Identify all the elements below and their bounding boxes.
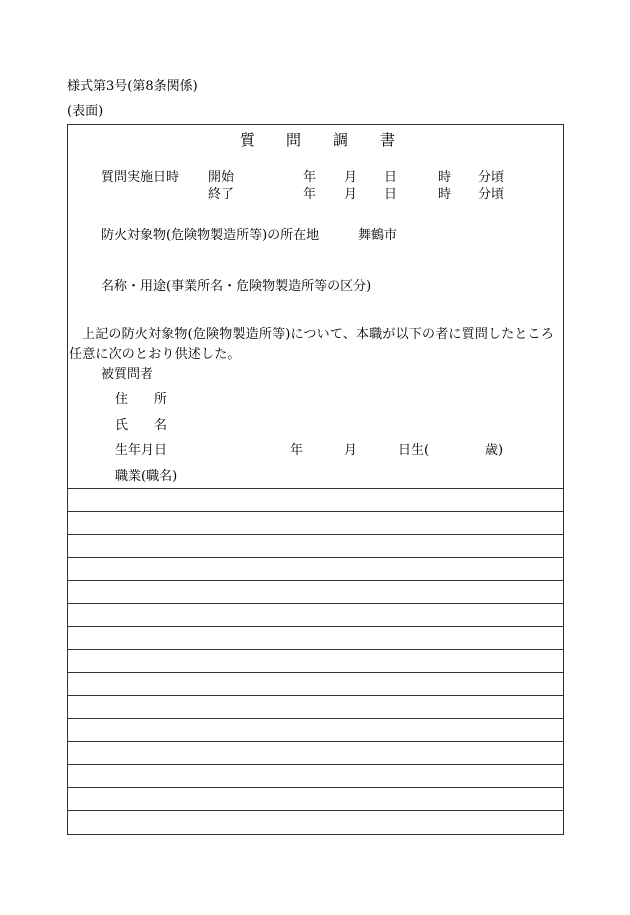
- start-label: 開始: [208, 170, 235, 185]
- statement-line: [68, 718, 563, 719]
- statement-line: [68, 764, 563, 765]
- end-year-label: 年: [303, 187, 317, 202]
- statement-line: [68, 603, 563, 604]
- statement-line: [68, 741, 563, 742]
- age-label: 歳): [485, 443, 504, 458]
- start-day-label: 日: [384, 170, 398, 185]
- dob-day-label: 日生(: [398, 443, 430, 458]
- statement-line: [68, 511, 563, 512]
- name-use-label: 名称・用途(事業所名・危険物製造所等の区分): [101, 279, 372, 294]
- occupation-label: 職業(職名): [115, 469, 178, 484]
- statement-line: [68, 580, 563, 581]
- respondent-heading: 被質問者: [101, 367, 154, 382]
- dob-month-label: 月: [344, 443, 358, 458]
- statement-text: 上記の防火対象物(危険物製造所等)について、本職が以下の者に質問したところ任意に次のとおり供述した。: [69, 327, 555, 362]
- start-month-label: 月: [344, 170, 358, 185]
- title-char: 調: [333, 131, 349, 149]
- title-char: 書: [380, 131, 396, 149]
- statement-line: [68, 695, 563, 696]
- name-label: 氏 名: [115, 418, 168, 433]
- end-day-label: 日: [384, 187, 398, 202]
- start-hour-label: 時: [438, 170, 452, 185]
- statement-line: [68, 488, 563, 489]
- implementation-label: 質問実施日時: [101, 170, 180, 185]
- form-number: 様式第3号(第8条関係): [67, 79, 198, 94]
- inquiry-form: [67, 124, 564, 835]
- address-label: 住 所: [115, 392, 168, 407]
- title-char: 問: [286, 131, 302, 149]
- location-city: 舞鶴市: [358, 228, 398, 243]
- statement-line: [68, 787, 563, 788]
- start-year-label: 年: [303, 170, 317, 185]
- location-label: 防火対象物(危険物製造所等)の所在地: [101, 228, 320, 243]
- dob-year-label: 年: [290, 443, 304, 458]
- start-minute-label: 分頃: [478, 170, 505, 185]
- end-minute-label: 分頃: [478, 187, 505, 202]
- statement-line: [68, 649, 563, 650]
- statement-line: [68, 810, 563, 811]
- end-month-label: 月: [344, 187, 358, 202]
- end-hour-label: 時: [438, 187, 452, 202]
- end-label: 終了: [208, 187, 235, 202]
- statement-line: [68, 672, 563, 673]
- statement-line: [68, 626, 563, 627]
- title-char: 質: [240, 131, 256, 149]
- statement-line: [68, 557, 563, 558]
- dob-label: 生年月日: [115, 443, 168, 458]
- side-label: (表面): [67, 104, 104, 119]
- statement-line: [68, 534, 563, 535]
